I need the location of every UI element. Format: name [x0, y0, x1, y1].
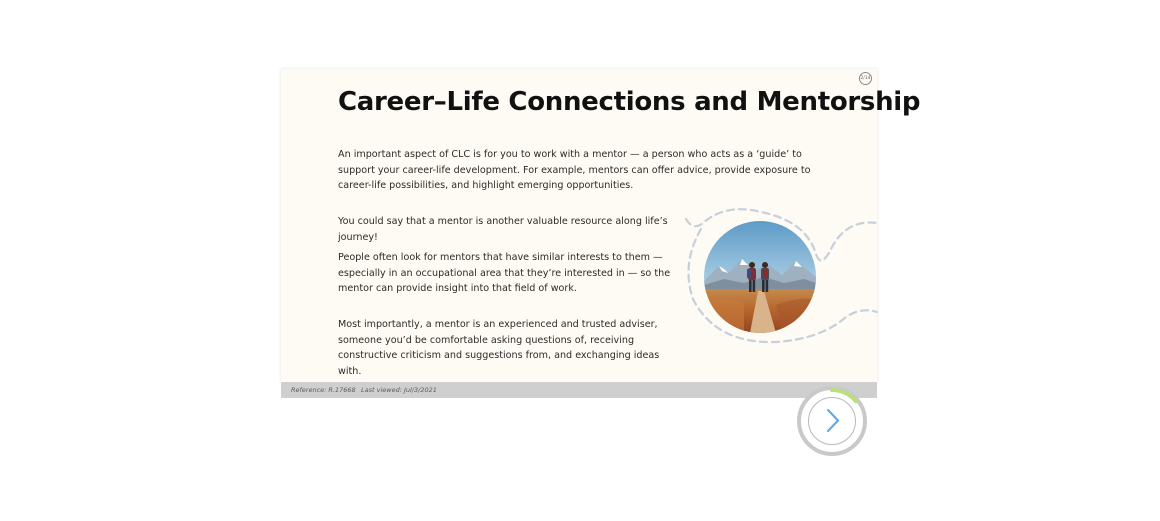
- paragraph-interests: People often look for mentors that have similar interests to them — especially in an occupational area that they’re interested in — so the mentor can provide insight into that field of work.: [338, 252, 671, 294]
- last-viewed-label: Last viewed: Jul/3/2021: [361, 386, 437, 394]
- paragraph-adviser: Most importantly, a mentor is an experienced and trusted adviser, someone you’d be comfortable asking questions of, receiving constructive criticism and suggestions from, and exchanging ideas with.: [338, 319, 660, 377]
- paragraph-intro: An important aspect of CLC is for you to work with a mentor — a person who acts as a ‘guide’ to support your career-life development. For example, mentors can offer advice, provide exposure to career-life possibilities, and highlight emerging opportunities.: [338, 149, 811, 191]
- page-indicator: 2/14: [859, 72, 872, 85]
- hikers-photo: [704, 221, 816, 333]
- next-control: [797, 386, 867, 456]
- footer-bar: [281, 382, 877, 398]
- lesson-card: [281, 69, 921, 382]
- lesson-title: Career–Life Connections and Mentorship: [338, 87, 921, 117]
- next-button[interactable]: [808, 397, 856, 445]
- paragraph-resource: You could say that a mentor is another valuable resource along life’s journey!: [338, 216, 668, 243]
- reference-label: Reference: R.17668: [291, 386, 356, 394]
- chevron-right-icon: [809, 398, 854, 443]
